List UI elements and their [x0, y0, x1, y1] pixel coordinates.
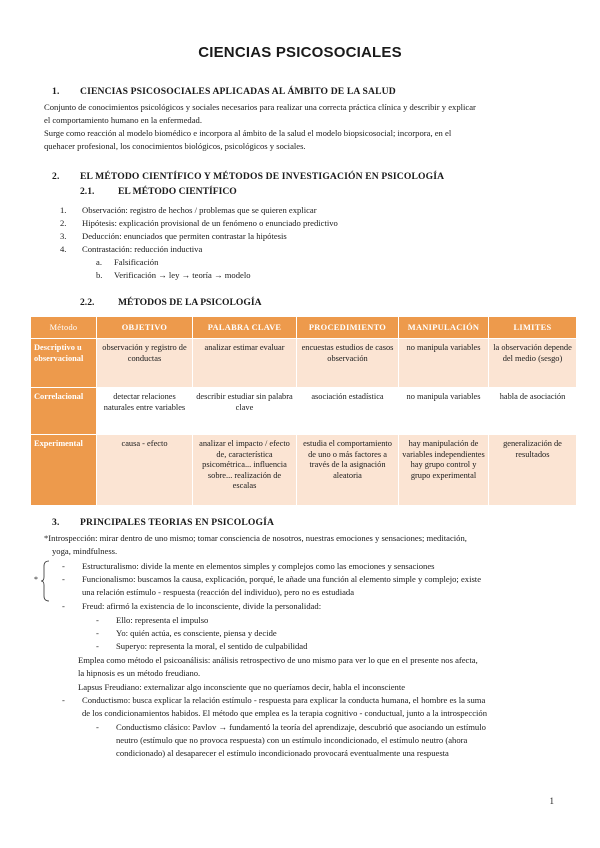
freud-note: la hipnosis es un método freudiano.	[78, 668, 201, 678]
theory-item: - Estructuralismo: divide la mente en elementos simples y complejos como las emociones y sensaciones	[62, 561, 435, 571]
column-header: MANIPULACIÓN	[399, 317, 489, 339]
method-step: 1. Observación: registro de hechos / problemas que se quieren explicar	[60, 205, 317, 215]
theory-item: - Freud: afirmó la existencia de lo inconsciente, divide la personalidad:	[62, 601, 322, 611]
row-header: Descriptivo u observacional	[31, 339, 97, 388]
method-step: 2. Hipótesis: explicación provisional de un fenómeno o enunciado predictivo	[60, 218, 338, 228]
theory-item-continuation: de los condicionamientos habidos. El método que emplea es la terapia cognitivo - conductual, junto a la introspección	[82, 708, 487, 718]
table-cell: estudia el comportamiento de uno o más factores a través de la asignación aleatoria	[297, 435, 399, 506]
table-cell: habla de asociación	[489, 388, 577, 435]
table-cell: generalización de resultados	[489, 435, 577, 506]
clasico-item: - Conductismo clásico: Pavlov → fundamentó la teoría del aprendizaje, descubrió que asociando un estímulo	[96, 722, 486, 732]
clasico-continuation: neutro (estímulo que no provoca respuesta) con un estímulo incondicionado, el estímulo neutro (ahora	[116, 735, 468, 745]
method-substep: a. Falsificación	[96, 257, 159, 267]
section-title: EL MÉTODO CIENTÍFICO Y MÉTODOS DE INVESTIGACIÓN EN PSICOLOGÍA	[80, 171, 445, 182]
table-cell: hay manipulación de variables independientes hay grupo control y grupo experimental	[399, 435, 489, 506]
section-title: CIENCIAS PSICOSOCIALES APLICADAS AL ÁMBITO DE LA SALUD	[80, 86, 396, 97]
table-cell: la observación depende del medio (sesgo)	[489, 339, 577, 388]
clasico-continuation: condicionado) al desaparecer el estímulo incondicionado provocará eventualmente una respuesta	[116, 748, 449, 758]
introspection-line-2: yoga, mindfulness.	[52, 546, 118, 556]
method-substep: b. Verificación → ley → teoría → modelo	[96, 270, 251, 280]
freud-part: - Yo: quién actúa, es consciente, piensa y decide	[96, 628, 277, 638]
s1-line-1: Conjunto de conocimientos psicológicos y sociales necesarios para realizar una correcta práctica clínica y describir y explicar	[44, 102, 476, 112]
section-number: 2.	[52, 171, 60, 182]
table-cell: encuestas estudios de casos observación	[297, 339, 399, 388]
theory-item-continuation: una relación estímulo - respuesta (reacción del individuo), pero no es estudiada	[82, 587, 355, 597]
section-title: PRINCIPALES TEORIAS EN PSICOLOGÍA	[80, 517, 275, 528]
column-header: PROCEDIMIENTO	[297, 317, 399, 339]
section-2-heading	[52, 171, 444, 182]
table-cell: observación y registro de conductas	[97, 339, 193, 388]
theory-item: - Conductismo: busca explicar la relación estímulo - respuesta para explicar la conducta humana, el hombre es la suma	[62, 695, 486, 705]
section-number: 1.	[52, 86, 60, 97]
table-row	[31, 435, 577, 506]
table-cell: no manipula variables	[399, 339, 489, 388]
subsection-number: 2.2.	[80, 297, 95, 308]
table-header-row	[31, 317, 577, 339]
brace-icon	[40, 560, 50, 602]
introspection-line-1: *Introspección: mirar dentro de uno mismo; tomar consciencia de nosotros, nuestras emociones y sensaciones; meditación,	[44, 533, 467, 543]
table-row	[31, 388, 577, 435]
subsection-2-2-heading	[80, 297, 262, 308]
method-step: 3. Deducción: enunciados que permiten contrastar la hipótesis	[60, 231, 287, 241]
subsection-number: 2.1.	[80, 186, 95, 197]
freud-note: Lapsus Freudiano: externalizar algo inconsciente que no queríamos decir, habla el inconsciente	[78, 682, 406, 692]
table-cell: describir estudiar sin palabra clave	[193, 388, 297, 435]
subsection-title: MÉTODOS DE LA PSICOLOGÍA	[118, 297, 262, 308]
document-title: CIENCIAS PSICOSOCIALES	[198, 44, 402, 61]
table-cell: detectar relaciones naturales entre variables	[97, 388, 193, 435]
table-cell: no manipula variables	[399, 388, 489, 435]
table-cell: causa - efecto	[97, 435, 193, 506]
column-header: PALABRA CLAVE	[193, 317, 297, 339]
section-1-heading	[52, 86, 396, 97]
method-step: 4. Contrastación: reducción inductiva	[60, 244, 203, 254]
column-header: LIMITES	[489, 317, 577, 339]
section-number: 3.	[52, 517, 60, 528]
column-header: Método	[31, 317, 97, 339]
row-header: Experimental	[31, 435, 97, 506]
theory-item: - Funcionalismo: buscamos la causa, explicación, porqué, le añade una función al elemento simple y complejo; existe	[62, 574, 482, 584]
section-3-heading	[52, 517, 274, 528]
s1-line-4: quehacer profesional, los conocimientos biológicos, psicológicos y sociales.	[44, 141, 306, 151]
table-row	[31, 339, 577, 388]
s1-line-3: Surge como reacción al modelo biomédico e incorpora al ámbito de la salud el modelo biopsicosocial; incorpora, en el	[44, 128, 452, 138]
asterisk-mark: *	[34, 575, 38, 584]
subsection-title: EL MÉTODO CIENTÍFICO	[118, 186, 237, 197]
table-cell: analizar estimar evaluar	[193, 339, 297, 388]
subsection-2-1-heading	[80, 186, 237, 197]
s1-line-2: el comportamiento humano en la enfermedad.	[44, 115, 202, 125]
freud-part: - Ello: representa el impulso	[96, 615, 209, 625]
table-cell: analizar el impacto / efecto de, característica psicométrica... influencia sobre... realización de escalas	[193, 435, 297, 506]
row-header: Correlacional	[31, 388, 97, 435]
table-cell: asociación estadística	[297, 388, 399, 435]
freud-part: - Superyo: representa la moral, el sentido de culpabilidad	[96, 641, 308, 651]
methods-table	[30, 316, 577, 506]
freud-note: Emplea como método el psicoanálisis: análisis retrospectivo de uno mismo para ver lo que en el presente nos afecta,	[78, 655, 478, 665]
page-number: 1	[549, 796, 554, 806]
column-header: OBJETIVO	[97, 317, 193, 339]
